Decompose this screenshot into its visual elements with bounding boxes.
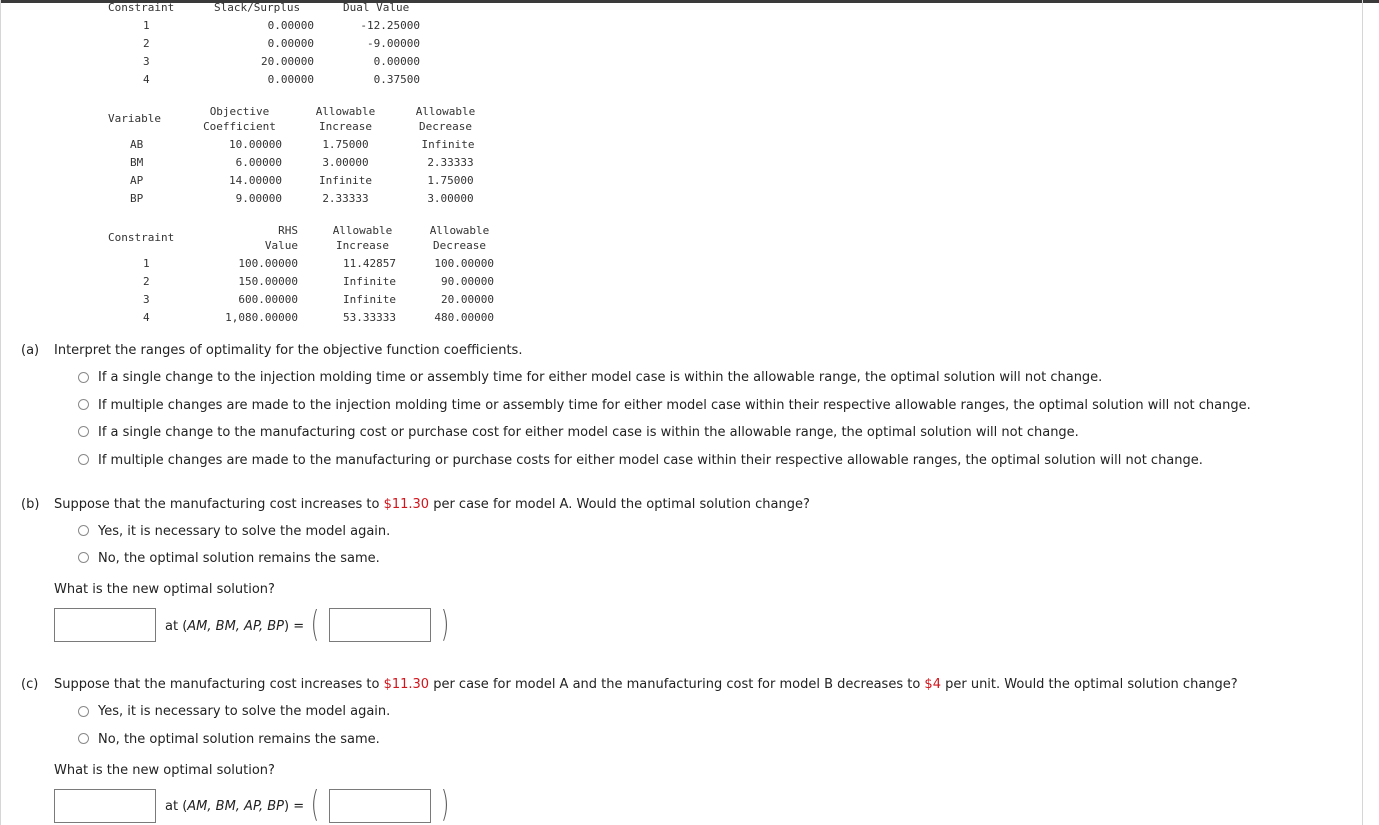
part-b-solution-vector-input[interactable]: [329, 608, 431, 642]
table-cell: 2.33333: [322, 192, 369, 205]
part-a-option-1-label[interactable]: If a single change to the injection molding time or assembly time for either model case is within the allowable range, the optimal solution will not change.: [98, 370, 1103, 385]
part-b-question-pre: Suppose that the manufacturing cost increases to: [54, 497, 384, 512]
table-cell: 2: [143, 37, 150, 50]
part-b-question: [54, 497, 810, 513]
table-cell: 0.00000: [373, 55, 420, 68]
table-cell: 600.00000: [238, 293, 298, 306]
table-cell: 0.00000: [267, 73, 314, 86]
part-a-option-3-radio[interactable]: [78, 426, 89, 437]
part-b-label: (b): [21, 497, 40, 512]
table-cell: 3.00000: [427, 192, 474, 205]
part-a-option-2-label[interactable]: If multiple changes are made to the injection molding time or assembly time for either model case within their respective allowable ranges, the optimal solution will not change.: [98, 398, 1251, 413]
table-cell: 1: [143, 19, 150, 32]
part-a-question: Interpret the ranges of optimality for the objective function coefficients.: [54, 343, 523, 358]
table-cell: 53.33333: [343, 311, 396, 324]
table-cell: Infinite: [343, 275, 396, 288]
part-b-cost-value: $11.30: [383, 497, 430, 512]
table-cell: 2: [143, 275, 150, 288]
part-b-at-open: at (: [165, 619, 188, 634]
part-c-no-radio[interactable]: [78, 733, 89, 744]
col-header-value: Value: [264, 239, 298, 252]
part-c-yes-radio[interactable]: [78, 706, 89, 717]
part-b-at-close: ) =: [284, 619, 305, 634]
table-cell: 1.75000: [322, 138, 369, 151]
part-c-solution-vector-input[interactable]: [329, 789, 431, 823]
table-cell: AB: [130, 138, 144, 151]
table-cell: 100.00000: [238, 257, 298, 270]
table-cell: 1: [143, 257, 150, 270]
table-cell: BP: [130, 192, 144, 205]
part-a-option-4-radio[interactable]: [78, 454, 89, 465]
part-b-right-paren: ): [440, 604, 450, 645]
part-c-at-open: at (: [165, 799, 188, 814]
part-c-new-solution-label: What is the new optimal solution?: [54, 763, 275, 778]
col-header-allowable: Allowable: [315, 105, 376, 118]
col-header-increase: Increase: [319, 120, 372, 133]
col-header-decrease: Decrease: [419, 120, 472, 133]
table-cell: 10.00000: [229, 138, 282, 151]
table-cell: 3: [143, 55, 150, 68]
table-cell: 3: [143, 293, 150, 306]
part-c-at-close: ) =: [284, 799, 305, 814]
col-header-allowable: Allowable: [332, 224, 393, 237]
part-c-no-label[interactable]: No, the optimal solution remains the same.: [98, 732, 380, 747]
table-cell: AP: [130, 174, 144, 187]
right-border: [1362, 0, 1363, 825]
col-header-variable: Variable: [108, 112, 161, 125]
part-c-question-post: per unit. Would the optimal solution change?: [940, 677, 1238, 692]
table-cell: Infinite: [343, 293, 396, 306]
part-c-cost-value-a: $11.30: [383, 677, 430, 692]
part-b-yes-label[interactable]: Yes, it is necessary to solve the model again.: [98, 524, 391, 539]
table-cell: 90.00000: [441, 275, 494, 288]
col-header-slack: Slack/Surplus: [214, 1, 301, 14]
table-cell: 150.00000: [238, 275, 298, 288]
table-cell: 1,080.00000: [225, 311, 298, 324]
col-header-decrease: Decrease: [433, 239, 486, 252]
col-header-increase: Increase: [336, 239, 389, 252]
col-header-constraint: Constraint: [108, 1, 175, 14]
part-c-left-paren: (: [310, 784, 320, 825]
table-cell: 11.42857: [343, 257, 396, 270]
part-b-question-post: per case for model A. Would the optimal solution change?: [429, 497, 810, 512]
table-cell: 1.75000: [427, 174, 474, 187]
col-header-allowable: Allowable: [415, 105, 476, 118]
table-cell: 100.00000: [434, 257, 494, 270]
table-cell: 20.00000: [441, 293, 494, 306]
part-b-no-label[interactable]: No, the optimal solution remains the same.: [98, 551, 380, 566]
table-cell: 4: [143, 311, 150, 324]
table-cell: 0.00000: [267, 37, 314, 50]
table-cell: 0.37500: [373, 73, 420, 86]
table-cell: -9.00000: [367, 37, 420, 50]
table-cell: 480.00000: [434, 311, 494, 324]
table-cell: 20.00000: [261, 55, 314, 68]
table-cell: Infinite: [319, 174, 372, 187]
part-a-option-4-label[interactable]: If multiple changes are made to the manufacturing or purchase costs for either model case within their respective allowable ranges, the optimal solution will not change.: [98, 453, 1203, 468]
part-b-left-paren: (: [310, 604, 320, 645]
part-a-option-3-label[interactable]: If a single change to the manufacturing cost or purchase cost for either model case is within the allowable range, the optimal solution will not change.: [98, 425, 1079, 440]
part-c-question-pre: Suppose that the manufacturing cost increases to: [54, 677, 384, 692]
part-c-vars: AM, BM, AP, BP: [187, 799, 285, 814]
table-cell: Infinite: [421, 138, 475, 151]
part-c-question-mid: per case for model A and the manufacturing cost for model B decreases to: [429, 677, 925, 692]
col-header-objective: Objective: [209, 105, 270, 118]
table-cell: 14.00000: [229, 174, 282, 187]
part-c-yes-label[interactable]: Yes, it is necessary to solve the model again.: [98, 704, 391, 719]
part-b-new-solution-label: What is the new optimal solution?: [54, 582, 275, 597]
top-border: [0, 0, 1379, 3]
part-b-at-text: [165, 619, 304, 635]
table-cell: 6.00000: [235, 156, 282, 169]
part-b-yes-radio[interactable]: [78, 525, 89, 536]
part-c-label: (c): [21, 677, 39, 692]
part-a-label: (a): [21, 343, 40, 358]
col-header-rhs: RHS: [278, 224, 298, 237]
part-a-option-1-radio[interactable]: [78, 372, 89, 383]
table-cell: -12.25000: [360, 19, 420, 32]
table-cell: 3.00000: [322, 156, 369, 169]
col-header-allowable: Allowable: [429, 224, 490, 237]
part-c-at-text: [165, 799, 304, 815]
part-c-right-paren: ): [440, 784, 450, 825]
table-cell: BM: [130, 156, 144, 169]
col-header-constraint: Constraint: [108, 231, 175, 244]
part-b-no-radio[interactable]: [78, 552, 89, 563]
col-header-dual: Dual Value: [343, 1, 410, 14]
left-border: [0, 0, 1, 825]
part-b-objective-value-input[interactable]: [54, 608, 156, 642]
part-b-vars: AM, BM, AP, BP: [187, 619, 285, 634]
part-c-question: [54, 677, 1238, 693]
table-cell: 2.33333: [427, 156, 474, 169]
table-cell: 4: [143, 73, 150, 86]
part-a-option-2-radio[interactable]: [78, 399, 89, 410]
table-cell: 0.00000: [267, 19, 314, 32]
table-cell: 9.00000: [235, 192, 282, 205]
col-header-coefficient: Coefficient: [203, 120, 276, 133]
part-c-cost-value-b: $4: [924, 677, 941, 692]
part-c-objective-value-input[interactable]: [54, 789, 156, 823]
